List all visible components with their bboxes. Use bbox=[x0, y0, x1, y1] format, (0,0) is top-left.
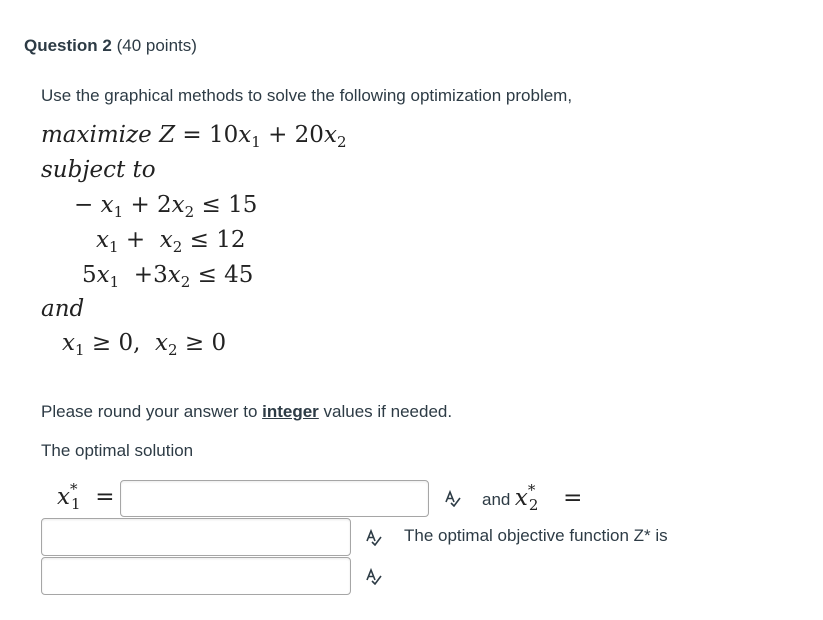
constraint-3 bbox=[82, 262, 253, 291]
c3-rhs: 45 bbox=[224, 262, 254, 288]
var-x: x bbox=[514, 485, 528, 511]
z-answer-input[interactable] bbox=[41, 557, 351, 595]
objective-variable: Z bbox=[159, 122, 176, 148]
equals-sign: = bbox=[563, 485, 583, 511]
plus-sign: + bbox=[133, 262, 154, 288]
and-text: and bbox=[482, 490, 511, 509]
leq-sign: ≤ bbox=[201, 192, 221, 218]
subscript: 1 bbox=[108, 238, 119, 256]
subscript: 1 bbox=[109, 273, 120, 291]
var-x: x bbox=[238, 122, 252, 148]
question-points: (40 points) bbox=[116, 36, 197, 55]
maximize-keyword: maximize bbox=[41, 122, 152, 148]
objective-coef2: 20 bbox=[294, 122, 324, 148]
constraint-2 bbox=[96, 227, 245, 256]
objective-function-label: The optimal objective function Z* is bbox=[404, 526, 668, 545]
round-prefix: Please round your answer to bbox=[41, 402, 263, 421]
zero: 0 bbox=[211, 330, 227, 356]
subscript: 1 bbox=[70, 495, 81, 513]
subscript: 2 bbox=[528, 496, 539, 514]
subscript: 1 bbox=[74, 341, 85, 359]
question-prompt: Use the graphical methods to solve the following optimization problem, bbox=[41, 86, 573, 105]
rounding-instruction bbox=[41, 402, 452, 422]
constraint-1 bbox=[74, 192, 257, 221]
zero: 0 bbox=[118, 330, 134, 356]
nonnegativity-constraints bbox=[62, 330, 226, 359]
var-x: x bbox=[62, 330, 75, 356]
star: * bbox=[69, 480, 78, 498]
minus-sign: − bbox=[74, 192, 94, 218]
question-title: Question 2 bbox=[24, 36, 112, 55]
plus-sign: + bbox=[130, 192, 150, 218]
var-x: x bbox=[96, 227, 109, 253]
var-x: x bbox=[96, 262, 110, 288]
var-x: x bbox=[159, 227, 173, 253]
c3-coef1: 5 bbox=[82, 262, 97, 288]
objective-equals: = bbox=[182, 122, 202, 148]
subscript: 2 bbox=[336, 133, 347, 151]
x1-star-label bbox=[57, 480, 115, 513]
var-x: x bbox=[171, 192, 185, 218]
subscript: 1 bbox=[113, 203, 124, 221]
subscript: 2 bbox=[184, 203, 195, 221]
var-x: x bbox=[167, 262, 181, 288]
star: * bbox=[527, 481, 536, 499]
subscript: 1 bbox=[251, 133, 261, 151]
and-label: and bbox=[41, 296, 85, 322]
geq-sign: ≥ bbox=[91, 330, 112, 356]
plus-sign: + bbox=[268, 122, 288, 148]
x1-answer-input[interactable] bbox=[120, 480, 429, 517]
geq-sign: ≥ bbox=[184, 330, 205, 356]
round-bold: integer bbox=[262, 402, 319, 421]
objective-coef1: 10 bbox=[208, 122, 239, 148]
x2-star-label bbox=[482, 481, 583, 514]
var-x: x bbox=[100, 192, 114, 218]
plus-sign: + bbox=[125, 227, 146, 253]
round-suffix: values if needed. bbox=[318, 402, 453, 421]
equals-sign: = bbox=[95, 484, 115, 510]
spellcheck-icon[interactable] bbox=[364, 528, 382, 546]
spellcheck-icon[interactable] bbox=[364, 567, 382, 585]
question-header bbox=[24, 36, 197, 56]
optimal-solution-label: The optimal solution bbox=[41, 441, 194, 460]
c1-rhs: 15 bbox=[228, 192, 258, 218]
leq-sign: ≤ bbox=[189, 227, 209, 253]
c2-rhs: 12 bbox=[216, 227, 246, 253]
var-x: x bbox=[57, 484, 70, 510]
c1-coef2: 2 bbox=[157, 192, 172, 218]
x2-answer-input[interactable] bbox=[41, 518, 351, 556]
subscript: 2 bbox=[168, 341, 178, 359]
spellcheck-icon[interactable] bbox=[443, 489, 461, 507]
var-x: x bbox=[155, 330, 168, 356]
comma: , bbox=[133, 330, 141, 356]
subscript: 2 bbox=[180, 273, 191, 291]
c3-coef2: 3 bbox=[153, 262, 168, 288]
subscript: 2 bbox=[172, 238, 183, 256]
leq-sign: ≤ bbox=[197, 262, 217, 288]
objective-line bbox=[41, 122, 346, 151]
var-x: x bbox=[323, 122, 337, 148]
subject-to-label: subject to bbox=[41, 157, 156, 183]
